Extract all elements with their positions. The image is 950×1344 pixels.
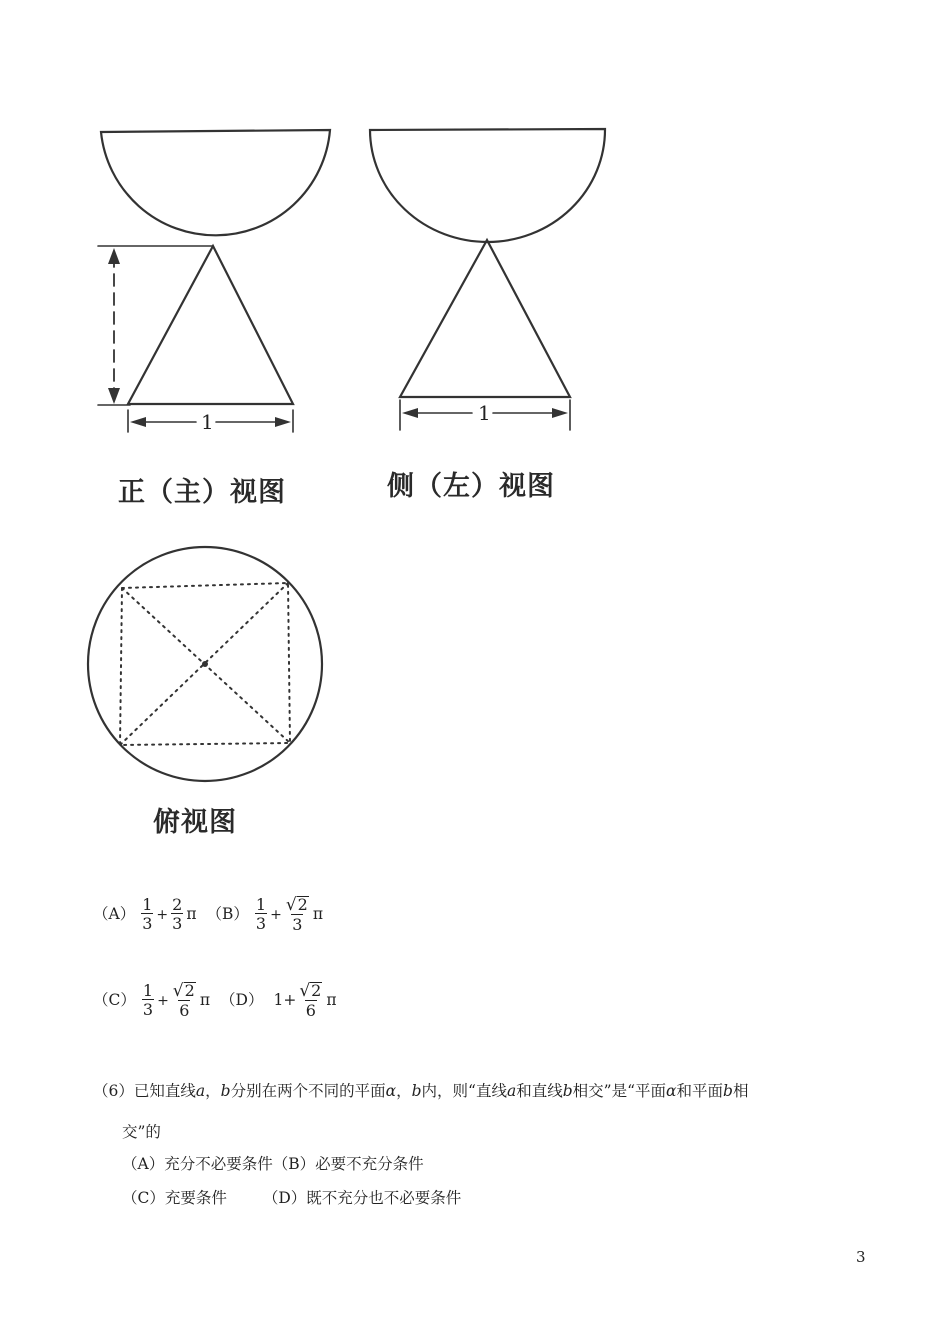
q6-options-row-1 <box>122 1157 424 1173</box>
side-view-width-value: 1 <box>478 401 491 425</box>
q5-option-b[interactable]: （B） $\frac{1}{3}$ + √ 2 3 π <box>206 894 324 934</box>
q5-option-d[interactable]: （D） 1+ √ 2 6 π <box>220 980 337 1020</box>
q6-option-c[interactable]: （C）充要条件 <box>122 1189 227 1207</box>
q6-stem-line-1: （6）已知直线a，b分别在两个不同的平面α，b内，则“直线a和直线b相交”是“平面α和平面b相 <box>93 1082 749 1100</box>
top-view-label: 俯视图 <box>153 807 237 838</box>
sqrt-symbol: √ 2 <box>172 980 195 1001</box>
side-view-label: 侧（左）视图 <box>387 471 555 502</box>
fraction: $\frac{1}{3}$ <box>142 980 154 1020</box>
front-view-label: 正（主）视图 <box>118 477 286 508</box>
q5-options-row-1 <box>93 896 323 933</box>
q6-option-b[interactable]: （B）必要不充分条件 <box>272 1155 424 1173</box>
q5-option-c[interactable]: （C） $\frac{1}{3}$ + √ 2 6 π <box>93 980 211 1020</box>
q6-options-row-2 <box>122 1191 461 1207</box>
fraction: √ 2 6 <box>299 980 322 1020</box>
front-view-hemisphere <box>101 130 330 235</box>
fraction: $\frac{2}{3}$ <box>172 894 183 934</box>
fraction: √ 2 6 <box>172 980 195 1020</box>
fraction: √ 2 3 <box>285 894 308 934</box>
q6-option-a[interactable]: （A）充分不必要条件 <box>122 1155 273 1173</box>
side-view-cone <box>400 240 570 397</box>
sqrt-symbol: √ 2 <box>299 980 322 1001</box>
q6-option-d[interactable]: （D）既不充分也不必要条件 <box>262 1189 462 1207</box>
q5-options-row-2 <box>93 982 337 1019</box>
sqrt-symbol: √ 2 <box>285 894 308 915</box>
q6-stem-line-2: 交”的 <box>122 1123 161 1141</box>
q5-option-a[interactable]: （A） $\frac{1}{3}$ + $\frac{2}{3}$ π <box>93 894 197 934</box>
front-view-cone <box>128 246 293 404</box>
page-number: 3 <box>856 1248 866 1266</box>
side-view-hemisphere <box>370 129 605 242</box>
fraction: $\frac{1}{3}$ <box>142 894 153 934</box>
front-view-width-value: 1 <box>201 410 214 434</box>
fraction: $\frac{1}{3}$ <box>255 894 267 934</box>
